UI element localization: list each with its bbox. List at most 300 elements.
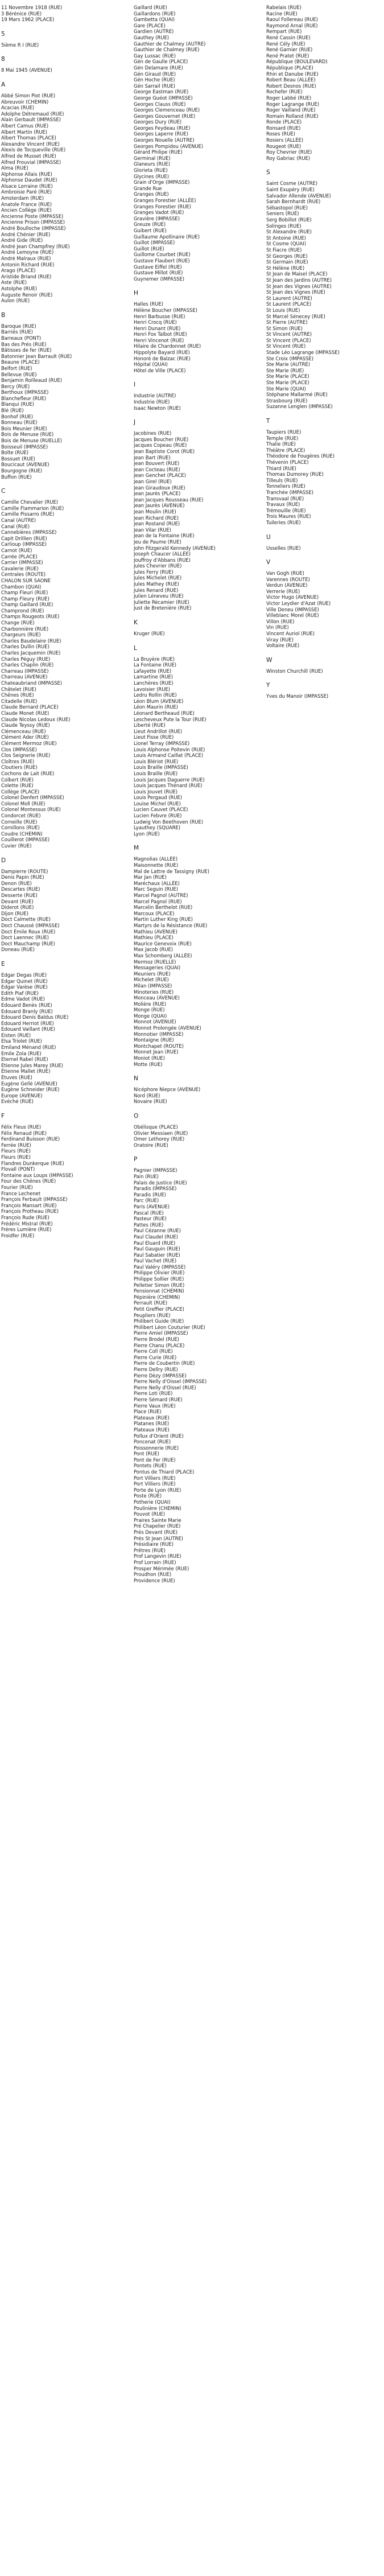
street-name: André Jean Champfrey (RUE)	[1, 243, 70, 249]
street-name: Pierre Amiel (IMPASSE)	[134, 1330, 188, 1336]
street-name: Bois Meunier (RUE)	[1, 425, 47, 431]
street-name: St Pierre (AUTRE)	[266, 319, 308, 326]
street-name: Alphonse Daudet (RUE)	[1, 177, 57, 183]
street-name: Jacques Boucher (RUE)	[134, 436, 189, 442]
street-name: Jean Giraudoux (RUE)	[134, 484, 185, 491]
street-name: Clément Mermoz (RUE)	[1, 740, 57, 746]
street-name: Dijon (RUE)	[1, 910, 28, 916]
street-name: St Alexandre (RUE)	[266, 229, 312, 235]
street-name: Suzanne Lenglen (IMPASSE)	[266, 404, 333, 410]
street-name: Devant (RUE)	[1, 898, 34, 904]
street-name: Camille Flammarion (RUE)	[1, 505, 64, 511]
street-name: 5ième R I (RUE)	[1, 42, 39, 48]
street-name: Europe (AVENUE)	[1, 1092, 43, 1098]
street-name: Plateaux (RUE)	[134, 1426, 170, 1433]
street-name: Maisonnette (RUE)	[134, 862, 179, 869]
street-name: Hôpital (QUAI)	[134, 361, 168, 368]
street-name: Blanqui (RUE)	[1, 401, 34, 408]
street-name: Evéché (RUE)	[1, 1098, 34, 1105]
letter-section	[266, 534, 384, 552]
street-list	[1, 323, 120, 480]
street-name: Martin Luther King (RUE)	[134, 916, 193, 923]
street-name: Chênes (RUE)	[1, 692, 34, 698]
street-name: Tranchée (IMPASSE)	[266, 489, 314, 495]
street-name: Robert Desnos (RUE)	[266, 83, 316, 89]
street-name: Bonhof (RUE)	[1, 413, 33, 419]
street-name: Taupiers (RUE)	[266, 429, 302, 435]
street-name: CHALON SUR SAONE	[1, 577, 51, 583]
section-letter: V	[266, 559, 271, 566]
street-name: Aste (RUE)	[1, 279, 27, 286]
street-name: Léon Blum (AVENUE)	[134, 698, 184, 704]
street-name: Hôtel de Ville (PLACE)	[134, 367, 186, 373]
street-name: Blanchefleur (RUE)	[1, 395, 47, 401]
street-name: Diderot (RUE)	[1, 904, 34, 911]
street-name: Winston Churchill (RUE)	[266, 668, 323, 674]
street-name: Charles Baudelaire (RUE)	[1, 637, 61, 644]
street-name: Montaigne (RUE)	[134, 1037, 174, 1043]
street-name: Michelet (RUE)	[134, 977, 169, 983]
section-letter: L	[134, 644, 137, 652]
street-name: Marcel Pagnol (AUTRE)	[134, 892, 188, 898]
street-name: Alfred de Musset (RUE)	[1, 153, 56, 159]
street-name: Maréchaux (ALLÉE)	[134, 880, 180, 886]
street-name: Rosiers (ALLÉE)	[266, 137, 304, 143]
street-name: Pierre Loti (RUE)	[134, 1390, 173, 1397]
street-name: Ronde (PLACE)	[266, 119, 302, 125]
street-name: Ste Croix (IMPASSE)	[266, 355, 313, 361]
street-name: Monnet Jean (RUE)	[134, 1049, 179, 1055]
street-name: Georges Nouelle (AUTRE)	[134, 137, 195, 143]
street-name: Olivier Messiaen (RUE)	[134, 1130, 188, 1136]
street-name: Pasteur (RUE)	[134, 1216, 167, 1222]
section-letter: C	[1, 488, 6, 495]
street-name: André Lemoyne (RUE)	[1, 249, 54, 256]
street-name: Doneau (RUE)	[1, 947, 35, 953]
street-name: Doct Émile Roux (RUE)	[1, 928, 56, 935]
column-2	[134, 5, 253, 1583]
street-name: Camille Chevalier (RUE)	[1, 499, 59, 505]
street-name: Henri Dunant (RUE)	[134, 325, 181, 331]
street-name: Max Schomberg (ALLÉE)	[134, 952, 192, 958]
street-name: Flovall (PONT)	[1, 1166, 35, 1172]
street-name: Descartes (RUE)	[1, 886, 40, 892]
street-name: Edouard Denis Baldus (RUE)	[1, 1014, 69, 1020]
street-name: Isaac Newton (RUE)	[134, 405, 181, 411]
street-name: Charles Chaplin (RUE)	[1, 662, 54, 668]
street-name: Nord (RUE)	[134, 1092, 160, 1098]
street-name: Étuves (RUE)	[1, 1075, 32, 1081]
street-name: Paradis (IMPASSE)	[134, 1186, 177, 1192]
street-list	[134, 301, 253, 373]
street-name: Coudre (CHEMIN)	[1, 830, 43, 837]
letter-section	[134, 419, 253, 611]
street-name: Granges Vadot (RUE)	[134, 209, 184, 216]
street-name: Viray (RUE)	[266, 636, 294, 643]
street-name: Nicéphore Niepce (AVENUE)	[134, 1087, 201, 1093]
street-name: Jean Cocteau (RUE)	[134, 466, 180, 472]
street-name: Novaire (RUE)	[134, 1098, 167, 1105]
letter-section	[134, 1113, 253, 1148]
street-name: Colette (RUE)	[1, 783, 34, 789]
street-name: Acacias (RUE)	[1, 105, 35, 111]
street-name: Adolphe Détremaud (RUE)	[1, 110, 64, 117]
street-name: Alsace Lorraine (RUE)	[1, 183, 53, 189]
street-name: La Fontaine (RUE)	[134, 662, 177, 668]
street-name: Stade Léo Lagrange (IMPASSE)	[266, 349, 340, 356]
street-name: Léon Maurin (RUE)	[134, 704, 178, 710]
street-name: Abreuvoir (CHEMIN)	[1, 98, 49, 105]
street-name: Jules Mathey (RUE)	[134, 581, 179, 587]
street-name: Belfort (RUE)	[1, 365, 32, 371]
street-name: Solinges (RUE)	[266, 223, 302, 229]
street-name: André Boulloche (IMPASSE)	[1, 225, 66, 232]
street-name: St Georges (RUE)	[266, 253, 308, 259]
letter-section	[134, 1075, 253, 1105]
section-letter: T	[266, 418, 270, 425]
street-name: Martyrs de la Résistance (RUE)	[134, 922, 208, 928]
street-name: Greuze (RUE)	[134, 221, 166, 228]
street-name: Lanchères (RUE)	[134, 680, 174, 686]
street-name: Doct Calmette (RUE)	[1, 916, 51, 923]
street-name: Denis Papin (RUE)	[1, 874, 44, 880]
street-name: Jean Bouvert (RUE)	[134, 460, 180, 467]
letter-section	[266, 418, 384, 526]
street-name: Alphonse Allais (RUE)	[1, 171, 52, 177]
street-name: Carlioup (IMPASSE)	[1, 541, 47, 548]
street-name: Gaillard (RUE)	[134, 5, 167, 10]
street-name: Jean Jaurès (AVENUE)	[134, 503, 185, 509]
street-name: Louise Michel (RUE)	[134, 800, 181, 806]
street-name: Châtelet (RUE)	[1, 686, 36, 692]
street-name: Ledru Rollin (RUE)	[134, 692, 177, 698]
street-name: Clos (IMPASSE)	[1, 746, 37, 752]
street-name: Jacques Copeau (RUE)	[134, 442, 187, 448]
street-name: Carrier (IMPASSE)	[1, 559, 43, 566]
street-name: Roy Chevrier (RUE)	[266, 149, 312, 155]
street-name: Edith Piaf (RUE)	[1, 990, 39, 996]
street-list	[134, 430, 253, 611]
street-name: Condorcet (RUE)	[1, 813, 41, 819]
street-name: Robert Beau (ALLÉE)	[266, 77, 316, 83]
letter-section	[266, 657, 384, 674]
street-name: Pierre Vaux (RUE)	[134, 1402, 176, 1409]
section-letter: K	[134, 619, 138, 627]
street-name: Industrie (RUE)	[134, 399, 170, 405]
street-name: George Guéot (IMPASSE)	[134, 94, 193, 101]
street-name: Praires Sainte Marie	[134, 1517, 181, 1523]
street-list	[134, 1087, 253, 1105]
street-name: Elsa Triolet (RUE)	[1, 1038, 42, 1044]
street-name: Théodore de Fougères (RUE)	[266, 453, 335, 459]
street-name: Étienne Mallet (RUE)	[1, 1068, 51, 1075]
street-name: Batonnier Jean Barrault (RUE)	[1, 353, 72, 359]
street-name: Jean Bart (RUE)	[134, 454, 171, 460]
street-name: Claude Bernard (PLACE)	[1, 704, 59, 710]
street-name: Edgar Quinet (RUE)	[1, 978, 48, 984]
street-name: Gauthier de Chalmey (AUTRE)	[134, 40, 206, 47]
street-name: Capit Drillien (RUE)	[1, 535, 47, 541]
street-name: Louis Armand Caillat (PLACE)	[134, 752, 204, 759]
street-name: Hilaire de Chardonnet (RUE)	[134, 343, 201, 349]
street-name: Mathieu (PLACE)	[134, 935, 174, 941]
street-name: St Laurent (PLACE)	[266, 301, 312, 307]
street-name: Hélène Boucher (IMPASSE)	[134, 307, 197, 313]
street-name: La Bruyère (RUE)	[134, 656, 175, 662]
street-name: Clémenceau (RUE)	[1, 728, 46, 734]
street-name: Jeu de Paume (RUE)	[134, 538, 181, 545]
street-name: Louis Jouvet (RUE)	[134, 788, 178, 795]
letter-section	[134, 5, 253, 282]
street-list	[134, 856, 253, 1067]
street-name: Pagnier (IMPASSE)	[134, 1167, 177, 1174]
street-name: Baroque (RUE)	[1, 323, 36, 329]
street-name: Thiard (RUE)	[266, 465, 296, 471]
street-name: Roger Labbé (RUE)	[266, 94, 312, 101]
street-name: Pollux d'Orient (RUE)	[134, 1433, 184, 1439]
street-name: Mar Jan (RUE)	[134, 874, 167, 880]
street-name: Clos Seignerie (RUE)	[1, 752, 51, 759]
street-name: Gérard Philipe (RUE)	[134, 149, 183, 155]
street-name: Flandres Dunkerque (RUE)	[1, 1160, 64, 1166]
section-letter: 8	[1, 56, 5, 63]
street-name: Guillaume Apollinaire (RUE)	[134, 233, 200, 240]
street-name: Prof Langevin (RUE)	[134, 1553, 181, 1559]
street-name: St Marcel Sénecey (RUE)	[266, 313, 325, 319]
street-name: Ronsard (RUE)	[266, 125, 301, 131]
street-list	[266, 668, 384, 674]
street-name: Platanes (RUE)	[134, 1421, 170, 1427]
street-name: Rhin et Danube (RUE)	[266, 71, 319, 77]
street-name: François Rude (RUE)	[1, 1214, 49, 1220]
street-name: Jean Moulin (RUE)	[134, 508, 176, 515]
street-name: Guynemer (IMPASSE)	[134, 275, 185, 282]
street-name: Présidiaire (RUE)	[134, 1541, 174, 1548]
street-list	[1, 5, 120, 23]
section-letter: F	[1, 1113, 5, 1120]
street-name: Jouffroy d'Abbans (RUE)	[134, 557, 191, 563]
street-name: Pierre Dèzy (IMPASSE)	[134, 1372, 187, 1378]
street-name: Guibert (RUE)	[134, 227, 167, 233]
street-name: Gén Delamare (RUE)	[134, 64, 183, 71]
street-name: Pattes (RUE)	[134, 1221, 164, 1228]
street-name: Ancien Collège (RUE)	[1, 207, 52, 213]
street-name: Prosper Mérimée (RUE)	[134, 1565, 189, 1571]
street-name: Cochons de Lait (RUE)	[1, 770, 55, 776]
letter-section	[134, 619, 253, 637]
street-name: Maurice Genevoix (RUE)	[134, 940, 192, 947]
street-name: St Jean de Maisel (PLACE)	[266, 271, 328, 277]
street-name: Plateaux (RUE)	[134, 1414, 170, 1421]
street-name: Paul Vachet (RUE)	[134, 1258, 177, 1264]
street-name: Rochefer (RUE)	[266, 89, 303, 95]
street-name: André Gide (RUE)	[1, 237, 43, 244]
street-name: Palais de Justice (RUE)	[134, 1179, 187, 1186]
street-name: Albert Camus (RUE)	[1, 122, 49, 129]
street-name: Montchapet (ROUTE)	[134, 1043, 184, 1049]
section-letter: P	[134, 1156, 138, 1163]
street-name: Claude Monet (RUE)	[1, 710, 49, 716]
street-name: Poste (RUE)	[134, 1493, 162, 1499]
street-name: Jean Jacques Rousseau (RUE)	[134, 496, 204, 503]
street-name: Granges Forestier (ALLÉE)	[134, 197, 196, 203]
street-name: Ville Deneu (IMPASSE)	[266, 606, 319, 612]
street-list	[134, 393, 253, 411]
street-name: Proudhon (RUE)	[134, 1571, 172, 1578]
street-list	[1, 499, 120, 849]
street-name: Pouvot (RUE)	[134, 1511, 165, 1517]
section-letter: E	[1, 960, 5, 968]
street-name: André Chénier (RUE)	[1, 231, 51, 237]
street-name: Gén Sarrail (RUE)	[134, 83, 176, 89]
street-name: St Antoine (RUE)	[266, 234, 306, 241]
street-name: Jean Baptiste Corot (RUE)	[134, 448, 195, 454]
street-name: Pré Chapelier (RUE)	[134, 1523, 181, 1529]
street-name: Alexandre Vincent (RUE)	[1, 141, 60, 147]
street-name: Lyauthey (SQUARE)	[134, 825, 181, 831]
street-name: Camille Pissarro (RUE)	[1, 511, 55, 517]
street-name: Louis Blériot (RUE)	[134, 758, 179, 764]
column-1	[1, 5, 120, 1583]
street-name: Usselles (RUE)	[266, 545, 301, 551]
street-name: René Garnier (RUE)	[266, 47, 313, 53]
street-name: Ste Marie (PLACE)	[266, 380, 309, 386]
street-name: Gare (PLACE)	[134, 22, 166, 28]
street-name: Cuvier (RUE)	[1, 843, 32, 849]
street-name: Lescheveux Pute la Tour (RUE)	[134, 716, 207, 722]
street-name: Frédéric Mistral (RUE)	[1, 1220, 53, 1227]
street-name: Bâtisses de fer (RUE)	[1, 347, 52, 353]
street-name: Ambroisie Paré (RUE)	[1, 189, 52, 195]
street-name: Voltaire (RUE)	[266, 643, 300, 649]
street-name: Champ Gaillard (RUE)	[1, 602, 53, 608]
street-list	[1, 1124, 120, 1238]
street-name: Fourier (RUE)	[1, 1184, 33, 1190]
street-name: Saint Exupéry (RUE)	[266, 187, 315, 193]
street-name: Clément Ader (RUE)	[1, 734, 49, 740]
street-name: Kruger (RUE)	[134, 631, 165, 637]
street-name: Chateaubriand (IMPASSE)	[1, 680, 63, 686]
section-letter: B	[1, 311, 6, 319]
street-name: Villeblanc Morel (RUE)	[266, 612, 319, 619]
street-name: Pépinière (CHEMIN)	[134, 1294, 180, 1300]
street-name: Motte (RUE)	[134, 1061, 163, 1067]
street-list	[134, 631, 253, 637]
street-name: Claude Nicolas Ledoux (RUE)	[1, 716, 71, 722]
street-name: Messageries (QUAI)	[134, 965, 181, 971]
street-name: Glaneurs (RUE)	[134, 161, 170, 167]
street-name: Georges Clemenceau (RUE)	[134, 107, 200, 113]
street-name: Just de Bretenière (RUE)	[134, 605, 192, 611]
street-name: Marc Seguin (RUE)	[134, 886, 179, 892]
letter-section	[266, 682, 384, 699]
street-name: Port Villiers (RUE)	[134, 1475, 176, 1481]
street-list	[1, 42, 120, 48]
street-name: Bonneau (RUE)	[1, 419, 38, 426]
street-list	[266, 180, 384, 410]
street-name: Boucicaut (AVENUE)	[1, 462, 49, 468]
street-name: Monnotier (IMPASSE)	[134, 1031, 184, 1037]
street-name: Gén de Gaulle (PLACE)	[134, 59, 188, 65]
street-name: George Eastman (RUE)	[134, 89, 189, 95]
street-name: Monnot Prolongée (AVENUE)	[134, 1025, 201, 1031]
street-name: John Fitzgerald Kennedy (AVENUE)	[134, 545, 216, 551]
street-name: Pierre Coll (RUE)	[134, 1348, 173, 1355]
street-name: Thalie (RUE)	[266, 441, 296, 447]
street-name: Roy Gabriac (RUE)	[266, 155, 311, 161]
street-name: Jacobines (RUE)	[134, 430, 172, 437]
street-name: France Lechenet	[1, 1190, 40, 1196]
street-name: Pensionnat (CHEMIN)	[134, 1288, 184, 1294]
street-name: Mal de Lattre de Tassigny (RUE)	[134, 868, 209, 874]
street-name: Peupliers (RUE)	[134, 1312, 171, 1318]
street-name: Cavalerie (RUE)	[1, 565, 39, 571]
street-name: Colbert (RUE)	[1, 776, 34, 783]
street-name: Monceau (AVENUE)	[134, 995, 180, 1001]
street-name: Georges Pompidou (AVENUE)	[134, 143, 204, 149]
street-name: Doct Chaussé (IMPASSE)	[1, 922, 60, 928]
street-name: Charreau (IMPASSE)	[1, 668, 49, 674]
street-name: Gauthier de Chalmey (RUE)	[134, 47, 200, 53]
street-name: Ste Marie (AUTRE)	[266, 361, 310, 368]
letter-section	[1, 488, 120, 849]
street-name: Beaune (PLACE)	[1, 359, 40, 365]
street-name: Granges Forestier (RUE)	[134, 203, 191, 209]
street-name: Industrie (AUTRE)	[134, 393, 176, 399]
street-name: Halles (RUE)	[134, 301, 164, 307]
street-name: Pelletier Simon (RUE)	[134, 1282, 185, 1288]
street-name: Temple (RUE)	[266, 435, 299, 441]
street-name: Verdun (AVENUE)	[266, 582, 308, 589]
street-name: Jean Jaurès (PLACE)	[134, 491, 181, 497]
street-name: Guillot (IMPASSE)	[134, 240, 175, 246]
street-name: Porte de Lyon (RUE)	[134, 1487, 181, 1493]
street-name: Parc (RUE)	[134, 1198, 159, 1204]
street-name: Georges Dury (RUE)	[134, 119, 182, 125]
street-name: Blé (RUE)	[1, 408, 24, 414]
street-name: Roger Lagrange (RUE)	[266, 101, 320, 107]
street-name: Moniot (RUE)	[134, 1055, 165, 1061]
street-name: Trois Maures (RUE)	[266, 513, 311, 520]
street-name: Stéphane Mallarmé (RUE)	[266, 392, 328, 398]
street-name: Jean Vilar (RUE)	[134, 526, 171, 533]
street-name: St Vincent (PLACE)	[266, 337, 311, 343]
street-name: Denon (RUE)	[1, 880, 32, 886]
street-name: 3 Bérénice (RUE)	[1, 10, 42, 17]
street-name: Carrée (PLACE)	[1, 553, 38, 559]
street-name: Jean Genchet (PLACE)	[134, 472, 186, 479]
street-name: Ste Marie (PLACE)	[266, 373, 309, 380]
street-name: Rabelais (RUE)	[266, 5, 302, 10]
street-name: St Cosme (QUAI)	[266, 241, 307, 247]
street-name: Paul Sabatier (RUE)	[134, 1252, 180, 1258]
street-name: Granges (RUE)	[134, 191, 169, 197]
street-list	[266, 429, 384, 526]
street-name: Omer Lethorey (RUE)	[134, 1136, 185, 1142]
street-name: Georges Feydeau (RUE)	[134, 125, 191, 131]
street-name: Philippe Sollier (RUE)	[134, 1276, 184, 1282]
street-name: Providence (RUE)	[134, 1577, 175, 1583]
street-name: Pontus de Thiard (PLACE)	[134, 1469, 195, 1475]
street-name: Corneille (RUE)	[1, 818, 38, 825]
street-name: Champ Fleury (RUE)	[1, 595, 49, 602]
street-name: Serg Bobillot (RUE)	[266, 217, 312, 223]
street-name: Edouard Herriot (RUE)	[1, 1020, 54, 1026]
street-name: Antonin Richard (RUE)	[1, 261, 55, 268]
street-name: Strasbourg (RUE)	[266, 397, 308, 404]
street-name: Chargeurs (RUE)	[1, 632, 41, 638]
street-name: Pierre Nelly d'Oissel (RUE)	[134, 1384, 196, 1390]
